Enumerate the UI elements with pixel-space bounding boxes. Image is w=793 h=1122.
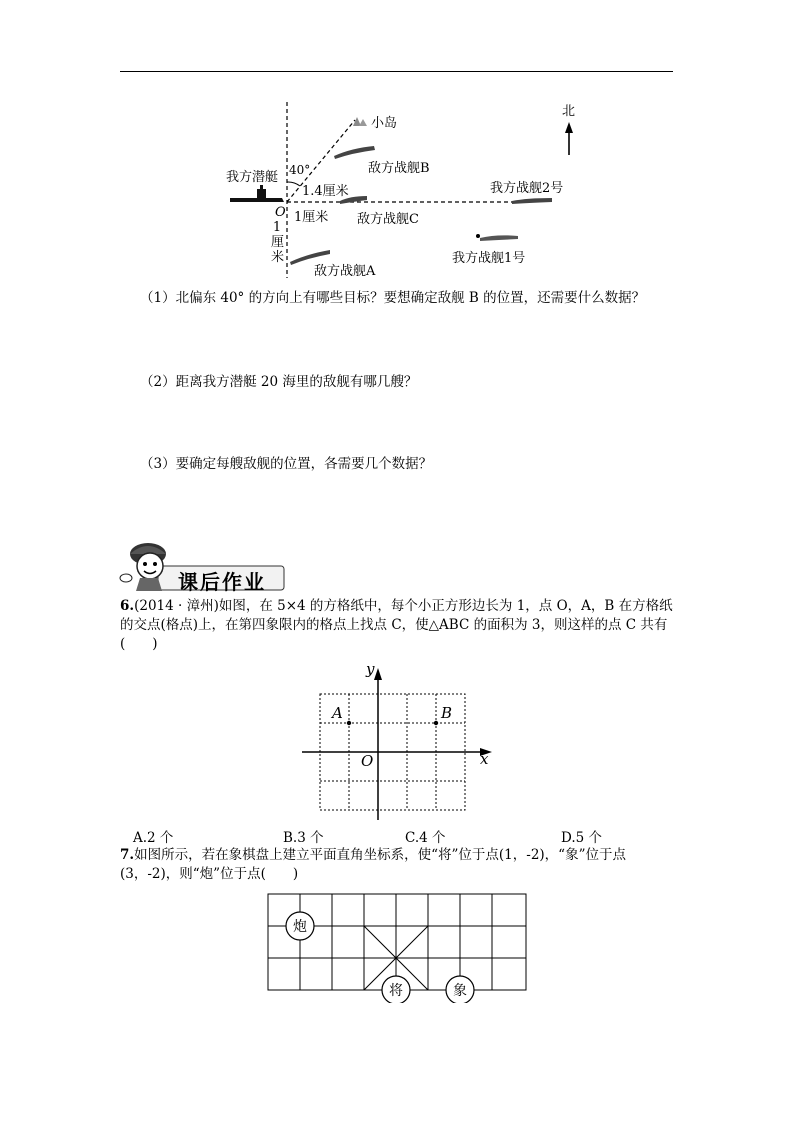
point-b-label: B bbox=[441, 704, 453, 722]
question-7-text: 如图所示，若在象棋盘上建立平面直角坐标系，使“将”位于点(1，-2)，“象”位于点(3，-2)，则“炮”位于点( ) bbox=[120, 847, 626, 882]
origin-label: O bbox=[275, 205, 286, 220]
question-7-number: 7. bbox=[120, 847, 135, 863]
ship-2-icon bbox=[512, 198, 552, 204]
question-6-text: (2014 · 漳州)如图，在 5×4 的方格纸中，每个小正方形边长为 1，点 O，A，B 在方格纸的交点(格点)上，在第四象限内的格点上找点 C，使△ABC 的面积为 3，则这样的点 C 共有( ) bbox=[120, 598, 673, 652]
ship-1-label: 我方战舰1号 bbox=[452, 251, 526, 266]
map-figure bbox=[222, 100, 582, 280]
ship-2-label: 我方战舰2号 bbox=[490, 181, 564, 196]
point-a bbox=[347, 721, 351, 725]
question-1: （1）北偏东 40° 的方向上有哪些目标？要想确定敌舰 B 的位置，还需要什么数据？ bbox=[140, 290, 646, 306]
chess-board-figure bbox=[266, 893, 528, 1003]
option-c: C.4 个 bbox=[405, 830, 446, 846]
jiang-label: 将 bbox=[389, 983, 403, 999]
question-7 bbox=[120, 846, 673, 884]
option-d: D.5 个 bbox=[561, 830, 603, 846]
distance-b-label: 1.4厘米 bbox=[302, 184, 349, 199]
submarine-label: 我方潜艇 bbox=[226, 170, 279, 185]
point-a-label: A bbox=[332, 704, 343, 722]
question-3: （3）要确定每艘敌舰的位置，各需要几个数据？ bbox=[140, 456, 433, 472]
option-b: B.3 个 bbox=[283, 830, 324, 846]
point-b bbox=[434, 721, 438, 725]
north-arrow-icon bbox=[565, 122, 573, 133]
island-label: 小岛 bbox=[371, 116, 398, 131]
distance-a-horizontal-label: 1厘米 bbox=[294, 210, 329, 225]
question-2: （2）距离我方潜艇 20 海里的敌舰有哪几艘？ bbox=[140, 374, 418, 390]
distance-a-vertical-label: 1 厘 米 bbox=[271, 220, 285, 265]
enemy-b-label: 敌方战舰B bbox=[368, 161, 430, 176]
pao-label: 炮 bbox=[293, 919, 307, 935]
xiang-label: 象 bbox=[453, 983, 467, 999]
y-arrow-icon bbox=[374, 668, 382, 680]
banner-text: 课后作业 bbox=[178, 570, 266, 594]
x-axis-label: x bbox=[480, 750, 489, 768]
origin-o-label: O bbox=[361, 752, 374, 770]
ship-1-icon bbox=[480, 235, 518, 241]
angle-label: 40° bbox=[289, 163, 311, 177]
option-a: A.2 个 bbox=[133, 830, 174, 846]
north-label: 北 bbox=[562, 104, 576, 119]
header-rule bbox=[120, 71, 673, 72]
grid-figure bbox=[298, 660, 498, 820]
question-6-number: 6. bbox=[120, 598, 135, 614]
enemy-c-label: 敌方战舰C bbox=[357, 212, 419, 227]
question-6 bbox=[120, 597, 673, 654]
y-axis-label: y bbox=[366, 660, 375, 678]
homework-banner bbox=[118, 536, 286, 592]
enemy-a-label: 敌方战舰A bbox=[314, 264, 376, 279]
coordinate-grid bbox=[298, 660, 498, 820]
